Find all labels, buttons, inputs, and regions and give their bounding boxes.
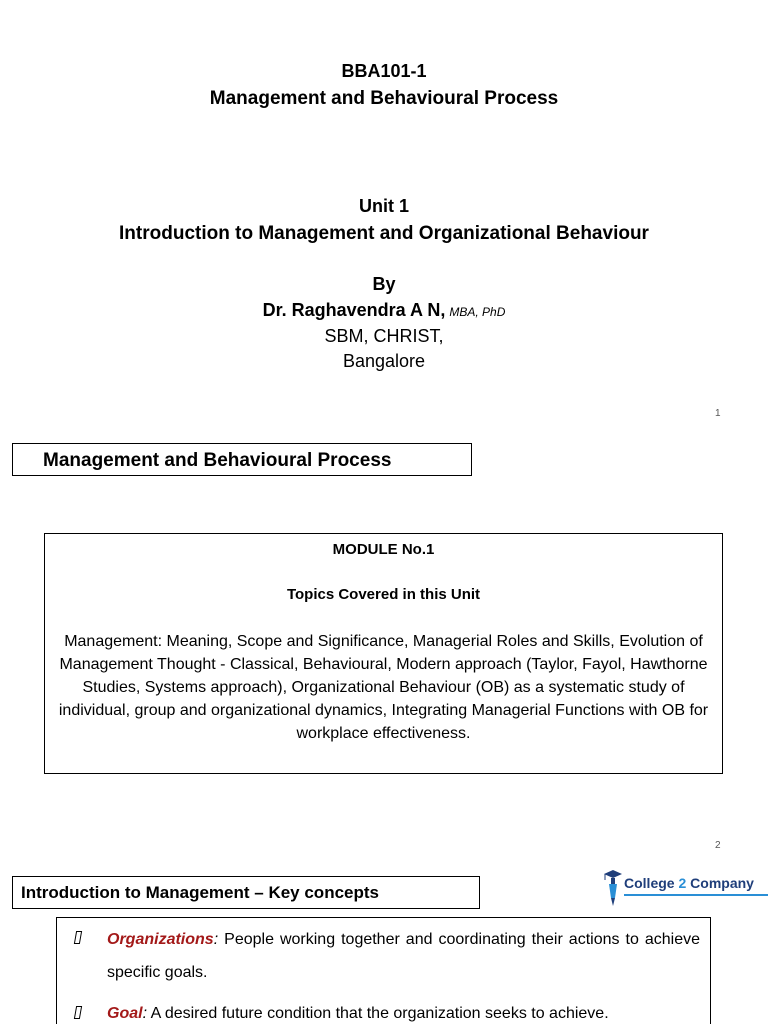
by-label: By	[372, 274, 396, 294]
topics-heading: Topics Covered in this Unit	[286, 586, 481, 603]
author-name: Dr. Raghavendra A N,	[262, 300, 446, 320]
concept-colon: :	[142, 1005, 148, 1022]
concept-term: Organizations	[107, 931, 214, 948]
city: Bangalore	[342, 351, 426, 371]
unit-label: Unit 1	[358, 196, 409, 216]
author-credentials: MBA, PhD	[449, 305, 506, 319]
module-heading: MODULE No.1	[332, 541, 435, 558]
graduate-figure-icon	[602, 868, 624, 908]
author-line	[0, 300, 768, 321]
concept-item-organizations	[107, 923, 700, 989]
topics-body: Management: Meaning, Scope and Significance, Managerial Roles and Skills, Evolution of Management Thought - Classical, Behavioural, Modern approach (Taylor, Fayol, Hawthorne Studies, Systems approach), Organizational Behaviour (OB) as a systematic study of individual, group and organizational dynamics, Integrating Managerial Functions with OB for workplace effectiveness.	[58, 633, 709, 742]
key-concepts-box	[56, 917, 711, 1024]
logo-text-college: College	[624, 875, 679, 891]
bullet-icon	[73, 930, 85, 946]
slide2-title-box	[12, 443, 472, 476]
slide3-title: Introduction to Management – Key concepts	[21, 883, 379, 902]
logo-text	[624, 875, 754, 891]
institution: SBM, CHRIST,	[324, 326, 444, 346]
concept-term: Goal	[107, 1005, 143, 1022]
module-box	[44, 533, 723, 774]
slide-number-2: 2	[715, 840, 721, 851]
slide3-title-box	[12, 876, 480, 909]
concept-definition: People working together and coordinating their actions to achieve specific goals.	[107, 931, 700, 981]
concept-item-goal	[107, 997, 700, 1024]
course-title: Management and Behavioural Process	[209, 88, 559, 109]
unit-title: Introduction to Management and Organizational Behaviour	[119, 223, 649, 244]
college2company-logo	[602, 868, 768, 908]
logo-underline	[624, 894, 768, 896]
bullet-icon	[73, 1005, 85, 1021]
concept-colon: :	[213, 931, 219, 948]
slide-number-1: 1	[715, 408, 721, 419]
slide2-title: Management and Behavioural Process	[43, 450, 392, 471]
course-code: BBA101-1	[341, 61, 427, 81]
logo-text-company: Company	[686, 875, 754, 891]
logo-text-two: 2	[678, 875, 687, 891]
concept-definition: A desired future condition that the organization seeks to achieve.	[147, 1005, 609, 1022]
